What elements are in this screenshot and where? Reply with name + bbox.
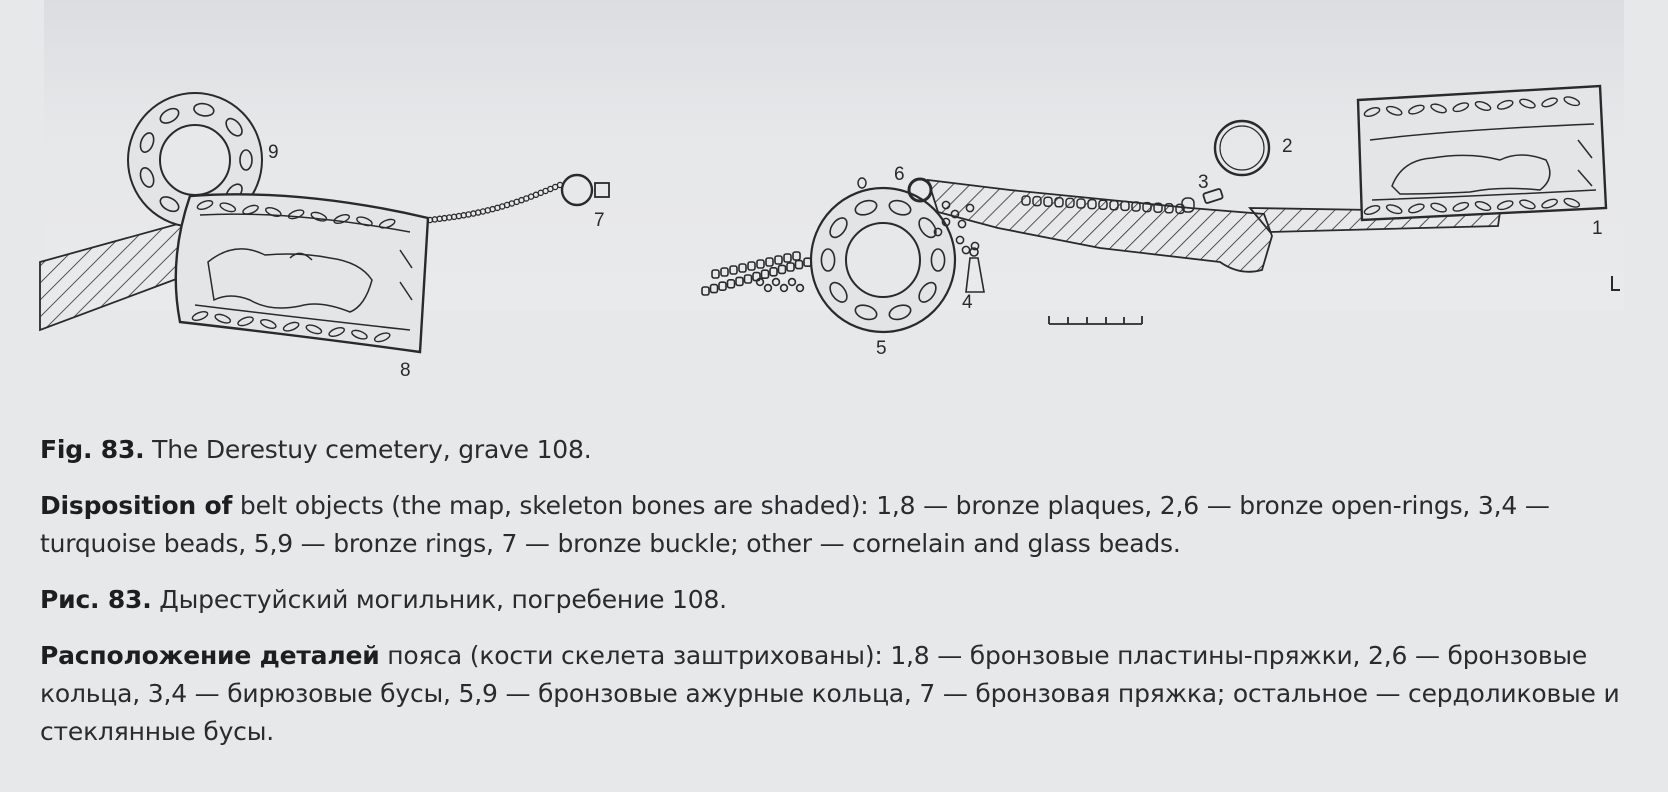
- caption-en-title-text: The Derestuy cemetery, grave 108.: [144, 435, 592, 464]
- caption-ru-body-text: пояса (кости скелета заштрихованы): 1,8 — бронзовые пластины-пряжки, 2,6 — бронзовые кольца, 3,4 — бирюзовые бусы, 5,9 — бронзовые ажурные кольца, 7 — бронзовая пряжка; остальное — сердоликовые и стеклянные бусы.: [40, 641, 1620, 746]
- label-5: 5: [876, 338, 887, 359]
- bronze-buckle-7-drawing: [562, 175, 609, 205]
- label-4: 4: [962, 292, 973, 313]
- bronze-ring-5-drawing: [811, 188, 955, 332]
- caption-en-body-text: belt objects (the map, skeleton bones are shaded): 1,8 — bronze plaques, 2,6 — bronze open-rings, 3,4 — turquoise beads, 5,9 — bronze rings, 7 — bronze buckle; other — cornelain and glass beads.: [40, 491, 1550, 558]
- label-3: 3: [1198, 172, 1209, 193]
- bronze-plaque-1-drawing: [1358, 86, 1606, 220]
- bone-left: [40, 222, 195, 330]
- label-1: 1: [1592, 218, 1603, 239]
- edge-mark: [1612, 276, 1620, 290]
- bronze-open-ring-2-drawing: [1215, 121, 1269, 175]
- scale-bar: [1049, 316, 1142, 324]
- label-2: 2: [1282, 136, 1293, 157]
- label-7: 7: [594, 210, 605, 231]
- turquoise-bead-4-drawing: [966, 248, 984, 292]
- caption-en-title: [40, 431, 1630, 469]
- caption-ru-title: [40, 581, 1630, 619]
- caption-en-body: [40, 487, 1630, 563]
- caption-ru-figure-number: Рис. 83.: [40, 585, 152, 614]
- caption-en-figure-number: Fig. 83.: [40, 435, 145, 464]
- label-8: 8: [400, 360, 411, 381]
- glass-beads-strand: [702, 252, 820, 295]
- caption-ru-body-lead: Расположение деталей: [40, 641, 380, 670]
- caption-en-body-lead: Disposition of: [40, 491, 233, 520]
- bronze-plaque-8-drawing: [176, 194, 428, 352]
- caption-ru-body: [40, 637, 1630, 751]
- chain-7-drawing: [427, 182, 562, 222]
- caption-ru-title-text: Дырестуйский могильник, погребение 108.: [151, 585, 727, 614]
- figure-drawing: [0, 0, 1668, 381]
- label-6: 6: [894, 164, 905, 185]
- label-9: 9: [268, 142, 279, 163]
